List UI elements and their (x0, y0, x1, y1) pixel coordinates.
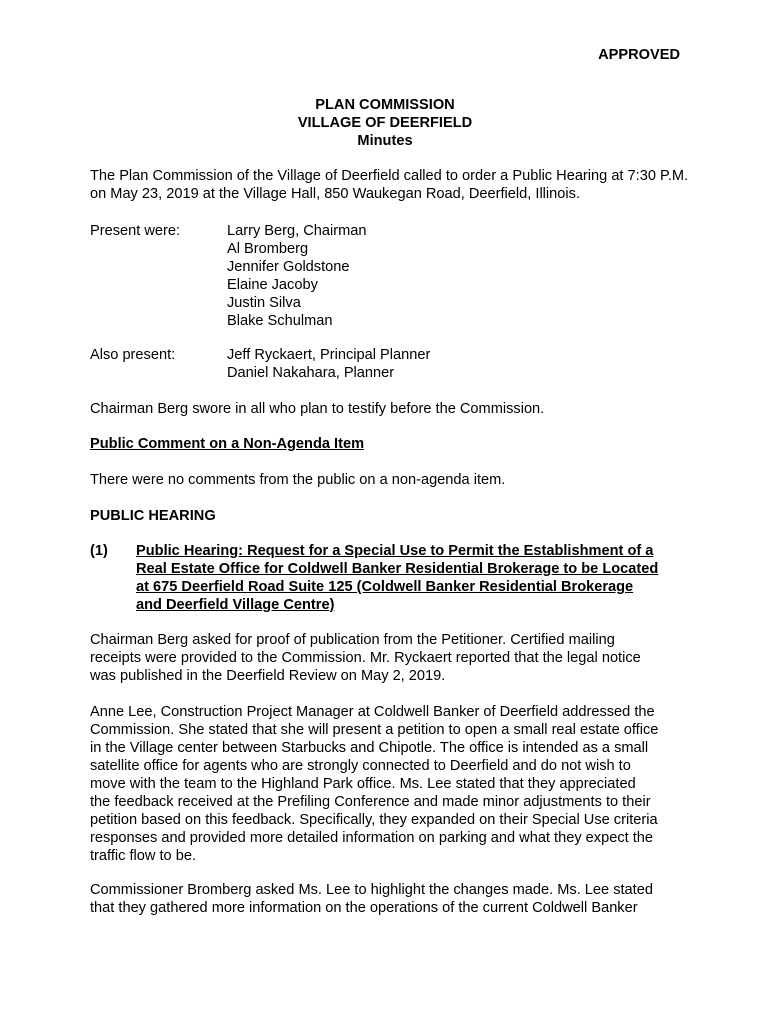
paragraph-line: was published in the Deerfield Review on May 2, 2019. (90, 668, 446, 684)
title-line-1: PLAN COMMISSION (315, 97, 455, 113)
paragraph-line: satellite office for agents who are strongly connected to Deerfield and do not wish to (90, 758, 631, 774)
also-present-roster (90, 346, 690, 382)
paragraph-line: responses and provided more detailed information on parking and what they expect the (90, 830, 654, 846)
present-name: Blake Schulman (227, 313, 333, 329)
agenda-item-title (136, 542, 658, 614)
present-label: Present were: (90, 223, 181, 239)
paragraph-line: Commissioner Bromberg asked Ms. Lee to highlight the changes made. Ms. Lee stated (90, 882, 653, 898)
agenda-item-title-line: Public Hearing: Request for a Special Use to Permit the Establishment of a (136, 543, 654, 559)
document-title (0, 96, 770, 150)
present-name: Jennifer Goldstone (227, 259, 350, 275)
agenda-item-title-line: and Deerfield Village Centre) (136, 597, 335, 613)
also-present-name: Daniel Nakahara, Planner (227, 365, 395, 381)
present-names (227, 222, 367, 330)
paragraph-line: receipts were provided to the Commission. Mr. Ryckaert reported that the legal notice (90, 650, 641, 666)
present-roster (90, 222, 690, 330)
paragraph-line: in the Village center between Starbucks and Chipotle. The office is intended as a small (90, 740, 649, 756)
paragraph-line: move with the team to the Highland Park office. Ms. Lee stated that they appreciated (90, 776, 636, 792)
swearing-paragraph: Chairman Berg swore in all who plan to testify before the Commission. (90, 401, 545, 417)
title-line-2: VILLAGE OF DEERFIELD (297, 115, 473, 131)
non-agenda-heading: Public Comment on a Non-Agenda Item (90, 436, 365, 452)
approval-status: APPROVED (598, 47, 680, 63)
also-present-label: Also present: (90, 347, 176, 363)
petitioner-paragraph (90, 703, 690, 865)
agenda-item-title-line: at 675 Deerfield Road Suite 125 (Coldwell Banker Residential Brokerage (136, 579, 634, 595)
also-present-name: Jeff Ryckaert, Principal Planner (227, 347, 431, 363)
bromberg-paragraph (90, 881, 690, 917)
present-name: Justin Silva (227, 295, 301, 311)
present-name: Al Bromberg (227, 241, 309, 257)
paragraph-line: petition based on this feedback. Specifically, they expanded on their Special Use criteria (90, 812, 658, 828)
intro-paragraph: The Plan Commission of the Village of Deerfield called to order a Public Hearing at 7:30 P.M. on May 23, 2019 at the Village Hall, 850 Waukegan Road, Deerfield, Illinois. (90, 168, 689, 202)
non-agenda-text: There were no comments from the public on a non-agenda item. (90, 472, 506, 488)
agenda-item (90, 542, 690, 614)
paragraph-line: Commission. She stated that she will present a petition to open a small real estate office (90, 722, 659, 738)
paragraph-line: Anne Lee, Construction Project Manager at Coldwell Banker of Deerfield addressed the (90, 704, 655, 720)
paragraph-line: Chairman Berg asked for proof of publication from the Petitioner. Certified mailing (90, 632, 615, 648)
paragraph-line: the feedback received at the Prefiling Conference and made minor adjustments to their (90, 794, 651, 810)
agenda-item-title-line: Real Estate Office for Coldwell Banker Residential Brokerage to be Located (136, 561, 659, 577)
agenda-item-number: (1) (90, 543, 108, 559)
title-line-3: Minutes (357, 133, 413, 149)
present-name: Larry Berg, Chairman (227, 223, 367, 239)
also-present-names (227, 346, 430, 382)
publication-paragraph (90, 631, 690, 685)
paragraph-line: traffic flow to be. (90, 848, 196, 864)
present-name: Elaine Jacoby (227, 277, 318, 293)
paragraph-line: that they gathered more information on the operations of the current Coldwell Banker (90, 900, 638, 916)
public-hearing-heading: PUBLIC HEARING (90, 508, 216, 524)
